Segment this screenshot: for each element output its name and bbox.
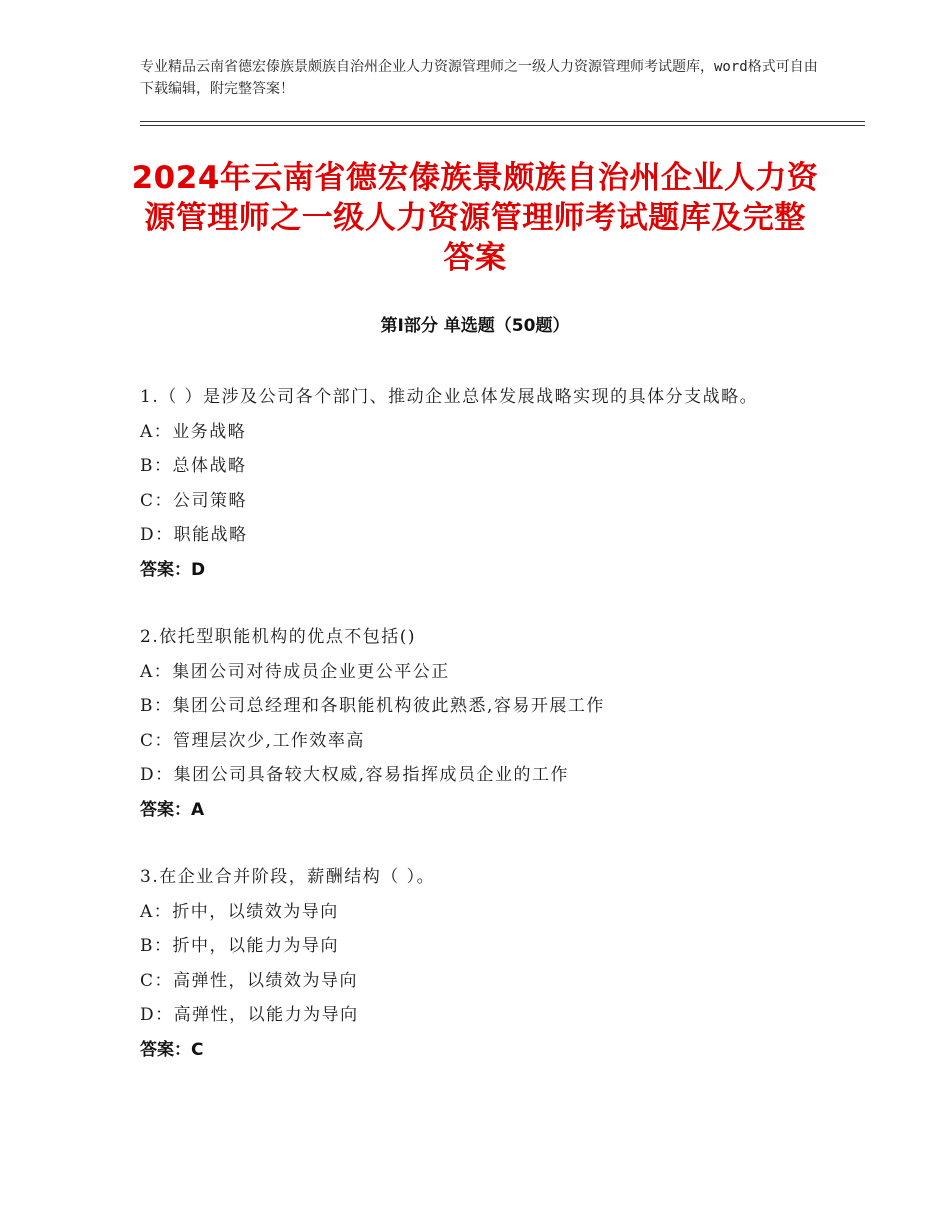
option-c: C：高弹性，以绩效为导向 bbox=[140, 970, 359, 991]
header-divider bbox=[140, 121, 865, 126]
option-b: B：折中，以能力为导向 bbox=[140, 936, 339, 956]
option-c: C：管理层次少,工作效率高 bbox=[140, 730, 365, 751]
answer: 答案：A bbox=[140, 799, 205, 820]
answer: 答案：C bbox=[140, 1039, 204, 1060]
option-d: D：职能战略 bbox=[140, 525, 248, 545]
question-stem: 1.（ ）是涉及公司各个部门、推动企业总体发展战略实现的具体分支战略。 bbox=[140, 387, 759, 407]
option-a: A：集团公司对待成员企业更公平公正 bbox=[140, 661, 450, 682]
option-d: D：高弹性，以能力为导向 bbox=[140, 1005, 359, 1025]
question-stem: 3.在企业合并阶段，薪酬结构（ ）。 bbox=[140, 867, 436, 887]
header-note: 专业精品云南省德宏傣族景颇族自治州企业人力资源管理师之一级人力资源管理师考试题库，word格式可自由下载编辑，附完整答案！ bbox=[140, 59, 818, 97]
question-stem: 2.依托型职能机构的优点不包括() bbox=[140, 627, 416, 647]
question-list bbox=[140, 380, 820, 1100]
question-3 bbox=[140, 860, 820, 1067]
document-title: 2024年云南省德宏傣族景颇族自治州企业人力资源管理师之一级人力资源管理师考试题库及完整答案 bbox=[131, 160, 819, 276]
option-c: C：公司策略 bbox=[140, 490, 248, 511]
question-2 bbox=[140, 620, 820, 827]
option-d: D：集团公司具备较大权威,容易指挥成员企业的工作 bbox=[140, 765, 570, 785]
option-a: A：折中，以绩效为导向 bbox=[140, 901, 339, 922]
answer: 答案：D bbox=[140, 559, 206, 580]
section-title: 第Ⅰ部分 单选题（50题） bbox=[380, 316, 570, 336]
option-a: A：业务战略 bbox=[140, 421, 247, 442]
option-b: B：总体战略 bbox=[140, 456, 247, 476]
option-b: B：集团公司总经理和各职能机构彼此熟悉,容易开展工作 bbox=[140, 696, 605, 716]
question-1 bbox=[140, 380, 820, 587]
